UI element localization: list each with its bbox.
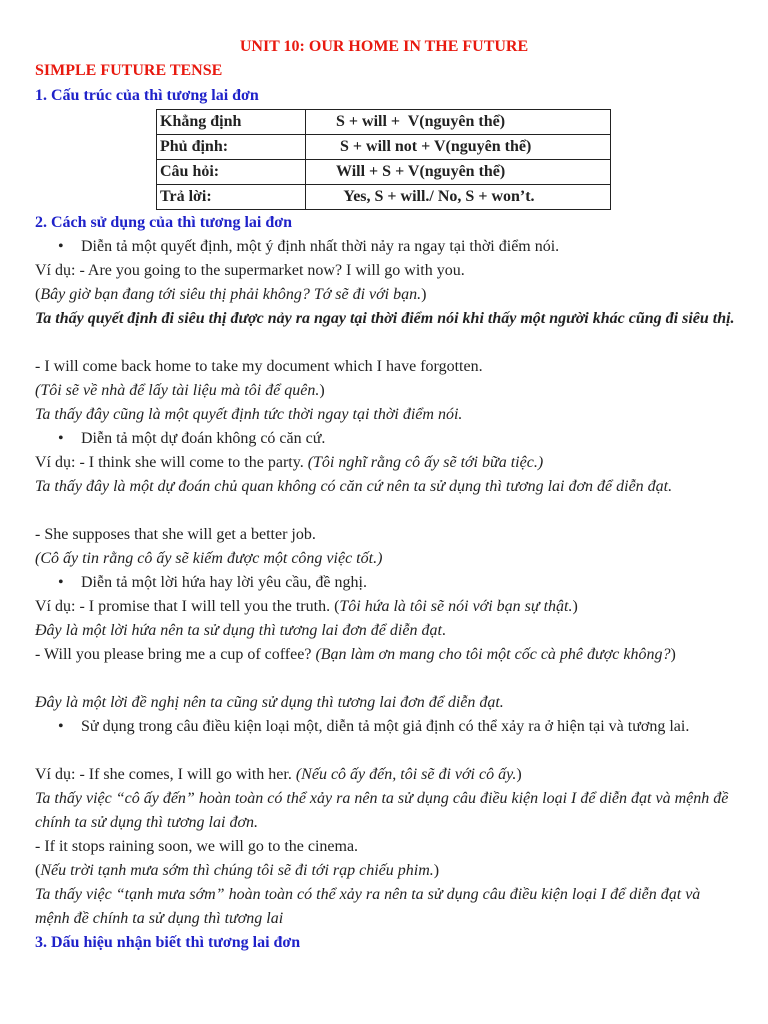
example-line — [35, 643, 738, 667]
example-line — [35, 763, 738, 787]
translation-text: (Tôi sẽ về nhà để lấy tài liệu mà tôi để quên. — [35, 382, 320, 399]
table-row — [157, 135, 611, 160]
translation-text: (Bạn làm ơn mang cho tôi một cốc cà phê được không? — [315, 646, 671, 663]
paren: ( — [35, 286, 41, 303]
example-text: Ví dụ: - If she comes, I will go with her. — [35, 766, 292, 783]
note-text: Đây là một lời đề nghị nên ta cũng sử dụng thì tương lai đơn để diễn đạt. — [35, 694, 504, 711]
example-text: - She supposes that she will get a better job. — [35, 526, 316, 543]
unit-title: UNIT 10: OUR HOME IN THE FUTURE — [239, 38, 529, 55]
example-text: Ví dụ: - Are you going to the supermarket now? I will go with you. — [35, 262, 465, 279]
note-text: Ta thấy quyết định đi siêu thị được nảy ra ngay tại thời điểm nói khi thấy một người khác cũng đi siêu thị. — [35, 310, 735, 327]
translation-text: (Tôi nghĩ rằng cô ấy sẽ tới bữa tiệc.) — [307, 454, 544, 471]
example-text: Ví dụ: - I promise that I will tell you the truth. ( — [35, 598, 340, 615]
translation-text: (Nếu cô ấy đến, tôi sẽ đi với cô ấy. — [295, 766, 517, 783]
bullet-icon: • — [58, 718, 64, 735]
translation-line — [35, 283, 738, 307]
note-text: Ta thấy việc “cô ấy đến” hoàn toàn có thể xảy ra nên ta sử dụng câu điều kiện loại I để diễn đạt và mệnh đề chính ta sử dụng thì tương lai đơn. — [35, 790, 729, 831]
bullet-icon: • — [58, 430, 64, 447]
paren: ) — [421, 286, 427, 303]
paren: ) — [572, 598, 578, 615]
note-text: Ta thấy đây là một dự đoán chủ quan không có căn cứ nên ta sử dụng thì tương lai đơn để diễn đạt. — [35, 478, 673, 495]
table-cell-formula: S + will not + V(nguyên thể) — [306, 135, 611, 160]
translation-text: Nếu trời tạnh mưa sớm thì chúng tôi sẽ đi tới rạp chiếu phim. — [40, 862, 434, 879]
tense-title: SIMPLE FUTURE TENSE — [35, 62, 223, 79]
table-cell-formula: Yes, S + will./ No, S + won’t. — [306, 185, 611, 210]
example-text: - Will you please bring me a cup of coffee? — [35, 646, 312, 663]
example-line — [35, 595, 738, 619]
table-cell-label: Câu hỏi: — [157, 160, 306, 185]
structure-table — [156, 109, 611, 210]
example-text: Ví dụ: - I think she will come to the party. — [35, 454, 304, 471]
table-cell-formula: S + will + V(nguyên thể) — [306, 110, 611, 135]
paren: ( — [35, 862, 41, 879]
translation-text: Tôi hứa là tôi sẽ nói với bạn sự thật. — [339, 598, 573, 615]
paren: ) — [670, 646, 676, 663]
translation-line — [35, 379, 738, 403]
paren: ) — [433, 862, 440, 879]
period: . — [441, 622, 446, 639]
translation-text: (Cô ấy tin rằng cô ấy sẽ kiếm được một công việc tốt.) — [35, 550, 383, 567]
example-line — [35, 451, 738, 475]
section2-heading: 2. Cách sử dụng của thì tương lai đơn — [35, 214, 292, 231]
section1-heading: 1. Cấu trúc của thì tương lai đơn — [35, 87, 259, 104]
table-cell-formula: Will + S + V(nguyên thể) — [306, 160, 611, 185]
bullet-icon: • — [58, 574, 64, 591]
translation-line — [35, 859, 738, 883]
table-row — [157, 160, 611, 185]
bullet-text: Sử dụng trong câu điều kiện loại một, diễn tả một giả định có thể xảy ra ở hiện tại và tương lai. — [81, 718, 690, 735]
example-text: - I will come back home to take my document which I have forgotten. — [35, 358, 483, 375]
bullet-text: Diễn tả một quyết định, một ý định nhất thời nảy ra ngay tại thời điểm nói. — [81, 238, 560, 255]
note-line — [35, 619, 738, 643]
table-row — [157, 185, 611, 210]
table-cell-label: Trả lời: — [157, 185, 306, 210]
paren: ) — [319, 382, 325, 399]
table-cell-label: Khẳng định — [157, 110, 306, 135]
note-text: Ta thấy đây cũng là một quyết định tức thời ngay tại thời điểm nói. — [35, 406, 463, 423]
table-cell-label: Phủ định: — [157, 135, 306, 160]
example-text: - If it stops raining soon, we will go to the cinema. — [35, 838, 359, 855]
note-text: Ta thấy việc “tạnh mưa sớm” hoàn toàn có thể xảy ra nên ta sử dụng câu điều kiện loại I để diễn đạt và mệnh đề chính ta sử dụng thì tương lai — [35, 886, 701, 927]
section3-heading: 3. Dấu hiệu nhận biết thì tương lai đơn — [35, 934, 301, 951]
bullet-icon: • — [58, 238, 64, 255]
note-text: Đây là một lời hứa nên ta sử dụng thì tương lai đơn để diễn đạt — [35, 622, 442, 639]
bullet-text: Diễn tả một dự đoán không có căn cứ. — [81, 430, 326, 447]
translation-text: Bây giờ bạn đang tới siêu thị phải không? Tớ sẽ đi với bạn. — [40, 286, 422, 303]
bullet-text: Diễn tả một lời hứa hay lời yêu cầu, đề nghị. — [81, 574, 367, 591]
paren: ) — [516, 766, 522, 783]
table-row — [157, 110, 611, 135]
